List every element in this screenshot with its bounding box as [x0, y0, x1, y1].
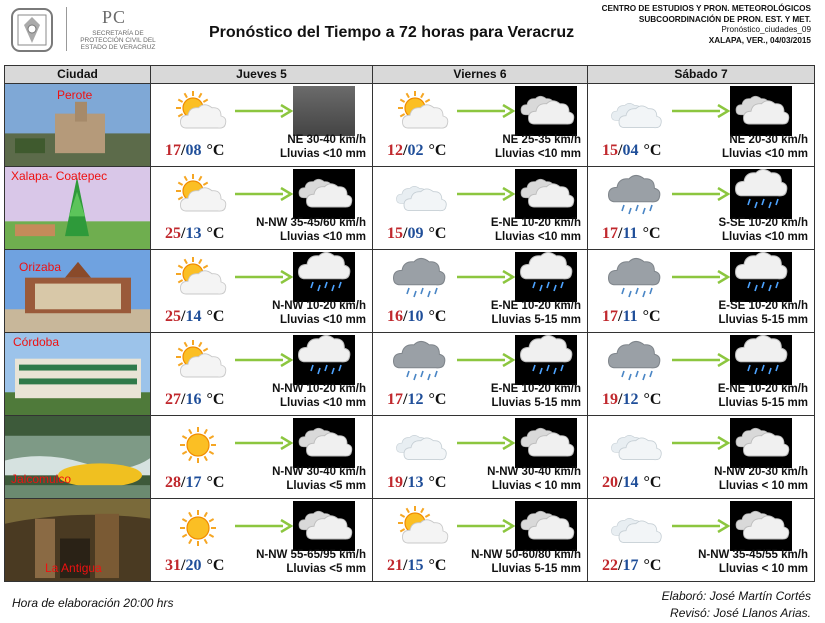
issuer-info — [602, 4, 811, 46]
state-seal-icon — [6, 7, 58, 53]
temperature: 21/15 °C — [387, 557, 447, 574]
sunny-icon — [169, 422, 227, 468]
min-temp: 12 — [622, 391, 639, 408]
col-day1: Jueves 5 — [151, 66, 373, 83]
city-cell — [5, 333, 151, 415]
temp-unit: °C — [643, 142, 662, 159]
min-temp: 11 — [622, 308, 638, 325]
col-day3: Sábado 7 — [674, 67, 728, 81]
forecast-cell — [588, 167, 814, 249]
credits — [662, 588, 811, 622]
wind: NE 20-30 km/h — [729, 134, 808, 146]
rainfall: Lluvias 5-15 mm — [491, 397, 581, 409]
rain-icon — [515, 335, 577, 385]
rainfall: Lluvias <10 mm — [280, 148, 366, 160]
forecast-cell — [373, 333, 588, 415]
forecast-cell — [151, 84, 373, 166]
min-temp: 09 — [407, 225, 424, 242]
rain-icon — [730, 335, 792, 385]
partly-cloudy-icon — [391, 505, 449, 551]
cloudy-icon — [606, 90, 664, 136]
temp-unit: °C — [643, 557, 662, 574]
city-cell — [5, 250, 151, 332]
max-temp: 17 — [165, 142, 181, 159]
rainfall: Lluvias <10 mm — [280, 397, 366, 409]
arrow-right-icon — [455, 270, 515, 284]
arrow-right-icon — [233, 436, 293, 450]
min-temp: 02 — [407, 142, 424, 159]
city-cell — [5, 499, 151, 581]
min-temp: 08 — [185, 142, 202, 159]
arrow-right-icon — [233, 353, 293, 367]
issuer-line2: SUBCOORDINACIÓN DE PRON. EST. Y MET. — [638, 14, 811, 24]
table-row — [4, 416, 815, 499]
temperature: 25/13 °C — [165, 225, 225, 242]
cloudy-icon — [515, 501, 577, 551]
temperature: 22/17 °C — [602, 557, 662, 574]
wind: N-NW 35-45/55 km/h — [698, 549, 808, 561]
city-name: Córdoba — [13, 335, 60, 349]
city-name: Perote — [57, 88, 93, 102]
temperature: 17/08 °C — [165, 142, 225, 159]
col-day2: Viernes 6 — [373, 66, 588, 83]
forecast-cell — [373, 499, 588, 581]
temperature: 15/09 °C — [387, 225, 447, 242]
min-temp: 14 — [185, 308, 202, 325]
cloudy-icon — [515, 169, 577, 219]
rain-icon — [293, 335, 355, 385]
temperature: 17/11 °C — [602, 308, 661, 325]
arrow-right-icon — [455, 187, 515, 201]
arrow-right-icon — [670, 519, 730, 533]
rainfall: Lluvias <10 mm — [495, 148, 581, 160]
temp-unit: °C — [428, 557, 447, 574]
wind: NE 25-35 km/h — [502, 134, 581, 146]
wind: N-NW 10-20 km/h — [272, 383, 366, 395]
wind: NE 30-40 km/h — [287, 134, 366, 146]
forecast-cell — [373, 167, 588, 249]
arrow-right-icon — [670, 270, 730, 284]
min-temp: 16 — [185, 391, 202, 408]
forecast-cell — [588, 333, 814, 415]
max-temp: 25 — [165, 225, 181, 242]
temp-unit: °C — [206, 557, 225, 574]
arrow-right-icon — [670, 353, 730, 367]
temp-unit: °C — [206, 391, 225, 408]
cloudy-icon — [293, 501, 355, 551]
cloudy-icon — [391, 173, 449, 219]
arrow-right-icon — [455, 436, 515, 450]
min-temp: 13 — [185, 225, 202, 242]
max-temp: 28 — [165, 474, 181, 491]
city-name: Xalapa- Coatepec — [11, 169, 108, 183]
partly-cloudy-icon — [169, 339, 227, 385]
arrow-right-icon — [233, 104, 293, 118]
max-temp: 15 — [387, 225, 403, 242]
max-temp: 17 — [602, 225, 618, 242]
city-cell — [5, 84, 151, 166]
max-temp: 17 — [602, 308, 618, 325]
cloudy-icon — [730, 418, 792, 468]
city-name: La Antigua — [45, 561, 102, 575]
max-temp: 19 — [387, 474, 403, 491]
rainfall: Lluvias 5-15 mm — [718, 314, 808, 326]
wind: N-NW 55-65/95 km/h — [256, 549, 366, 561]
max-temp: 15 — [602, 142, 618, 159]
cloudy-icon — [293, 169, 355, 219]
arrow-right-icon — [233, 187, 293, 201]
wind: E-NE 10-20 km/h — [490, 217, 581, 229]
wind: N-NW 10-20 km/h — [272, 300, 366, 312]
temperature: 31/20 °C — [165, 557, 225, 574]
forecast-cell — [151, 416, 373, 498]
rainfall: Lluvias <10 mm — [495, 231, 581, 243]
logo-text: PC — [102, 7, 127, 27]
rainfall: Lluvias <10 mm — [280, 314, 366, 326]
cloudy-icon — [606, 505, 664, 551]
table-row — [4, 333, 815, 416]
rainfall: Lluvias <10 mm — [722, 148, 808, 160]
min-temp: 17 — [185, 474, 202, 491]
rainfall: Lluvias < 10 mm — [718, 480, 808, 492]
max-temp: 27 — [165, 391, 181, 408]
logo-divider — [66, 7, 67, 51]
temp-unit: °C — [206, 308, 225, 325]
partly-cloudy-icon — [169, 90, 227, 136]
rain-icon — [606, 173, 664, 219]
cloudy-icon — [606, 422, 664, 468]
protection-civil-logo — [4, 3, 164, 55]
forecast-cell — [373, 84, 588, 166]
wind: E-SE 10-20 km/h — [718, 300, 808, 312]
reviewed-by: Revisó: José Llanos Arias. — [670, 606, 811, 620]
temp-unit: °C — [206, 225, 225, 242]
max-temp: 17 — [387, 391, 403, 408]
max-temp: 16 — [387, 308, 403, 325]
wind: N-NW 30-40 km/h — [272, 466, 366, 478]
issuer-line1: CENTRO DE ESTUDIOS Y PRON. METEOROLÓGICOS — [601, 4, 811, 13]
arrow-right-icon — [455, 519, 515, 533]
rain-icon — [391, 339, 449, 385]
forecast-cell — [588, 84, 814, 166]
min-temp: 20 — [185, 557, 202, 574]
rainfall: Lluvias <10 mm — [280, 231, 366, 243]
arrow-right-icon — [670, 436, 730, 450]
cloudy-icon — [515, 418, 577, 468]
temperature: 17/12 °C — [387, 391, 447, 408]
rain-icon — [391, 256, 449, 302]
rainfall: Lluvias <5 mm — [286, 563, 366, 575]
page-title: Pronóstico del Tiempo a 72 horas para Veracruz — [209, 24, 575, 41]
made-by: Elaboró: José Martín Cortés — [661, 589, 811, 603]
temperature: 19/12 °C — [602, 391, 662, 408]
max-temp: 19 — [602, 391, 618, 408]
rain-icon — [730, 169, 792, 219]
partly-cloudy-icon — [391, 90, 449, 136]
cloudy-icon — [730, 86, 792, 136]
fog-icon — [293, 86, 355, 136]
temp-unit: °C — [643, 391, 662, 408]
temp-unit: °C — [642, 225, 661, 242]
temp-unit: °C — [428, 474, 447, 491]
temp-unit: °C — [428, 391, 447, 408]
temperature: 20/14 °C — [602, 474, 662, 491]
rain-icon — [606, 339, 664, 385]
table-row — [4, 250, 815, 333]
rainfall: Lluvias 5-15 mm — [491, 563, 581, 575]
rain-icon — [606, 256, 664, 302]
wind: S-SE 10-20 km/h — [718, 217, 808, 229]
arrow-right-icon — [455, 104, 515, 118]
forecast-cell — [373, 416, 588, 498]
forecast-cell — [151, 333, 373, 415]
rain-icon — [515, 252, 577, 302]
partly-cloudy-icon — [169, 173, 227, 219]
arrow-right-icon — [670, 187, 730, 201]
issue-date: XALAPA, VER., 04/03/2015 — [708, 35, 811, 45]
table-row — [4, 499, 815, 582]
arrow-right-icon — [233, 519, 293, 533]
temperature: 12/02 °C — [387, 142, 447, 159]
temp-unit: °C — [206, 474, 225, 491]
table-header — [4, 65, 815, 84]
forecast-cell — [151, 499, 373, 581]
max-temp: 22 — [602, 557, 618, 574]
temperature: 28/17 °C — [165, 474, 225, 491]
forecast-cell — [151, 167, 373, 249]
rainfall: Lluvias <5 mm — [286, 480, 366, 492]
col-city: Ciudad — [5, 66, 151, 83]
elaboration-time: Hora de elaboración 20:00 hrs — [12, 596, 174, 610]
cloudy-icon — [293, 418, 355, 468]
arrow-right-icon — [670, 104, 730, 118]
cloudy-icon — [515, 86, 577, 136]
temperature: 16/10 °C — [387, 308, 447, 325]
min-temp: 15 — [407, 557, 424, 574]
temperature: 19/13 °C — [387, 474, 447, 491]
max-temp: 12 — [387, 142, 403, 159]
rain-icon — [730, 252, 792, 302]
forecast-cell — [373, 250, 588, 332]
forecast-cell — [588, 499, 814, 581]
min-temp: 13 — [407, 474, 424, 491]
wind: E-NE 10-20 km/h — [490, 300, 581, 312]
forecast-cell — [588, 416, 814, 498]
cloudy-icon — [391, 422, 449, 468]
rainfall: Lluvias 5-15 mm — [718, 397, 808, 409]
wind: E-NE 10-20 km/h — [490, 383, 581, 395]
rain-icon — [293, 252, 355, 302]
temperature: 15/04 °C — [602, 142, 662, 159]
temp-unit: °C — [428, 142, 447, 159]
max-temp: 25 — [165, 308, 181, 325]
temp-unit: °C — [428, 225, 447, 242]
temp-unit: °C — [642, 308, 661, 325]
city-name: Orizaba — [19, 260, 62, 274]
cloudy-icon — [730, 501, 792, 551]
wind: N-NW 30-40 km/h — [487, 466, 581, 478]
city-cell — [5, 416, 151, 498]
min-temp: 10 — [407, 308, 424, 325]
sunny-icon — [169, 505, 227, 551]
min-temp: 14 — [622, 474, 639, 491]
min-temp: 17 — [622, 557, 639, 574]
table-row — [4, 167, 815, 250]
wind: E-NE 10-20 km/h — [717, 383, 808, 395]
rainfall: Lluvias 5-15 mm — [491, 314, 581, 326]
issuer-line3: Pronóstico_ciudades_09 — [721, 25, 811, 34]
temperature: 25/14 °C — [165, 308, 225, 325]
arrow-right-icon — [455, 353, 515, 367]
rainfall: Lluvias <10 mm — [722, 231, 808, 243]
max-temp: 20 — [602, 474, 618, 491]
max-temp: 21 — [387, 557, 403, 574]
rainfall: Lluvias < 10 mm — [718, 563, 808, 575]
city-name: Jalcomulco — [11, 472, 72, 486]
min-temp: 12 — [407, 391, 424, 408]
rainfall: Lluvias < 10 mm — [491, 480, 581, 492]
max-temp: 31 — [165, 557, 181, 574]
wind: N-NW 20-30 km/h — [714, 466, 808, 478]
arrow-right-icon — [233, 270, 293, 284]
temp-unit: °C — [206, 142, 225, 159]
wind: N-NW 50-60/80 km/h — [471, 549, 581, 561]
logo-org: SECRETARÍA DE PROTECCIÓN CIVIL DEL ESTADO DE VERACRUZ — [80, 30, 156, 51]
min-temp: 04 — [622, 142, 639, 159]
partly-cloudy-icon — [169, 256, 227, 302]
forecast-cell — [588, 250, 814, 332]
temp-unit: °C — [428, 308, 447, 325]
wind: N-NW 35-45/60 km/h — [256, 217, 366, 229]
city-cell — [5, 167, 151, 249]
temperature: 27/16 °C — [165, 391, 225, 408]
forecast-cell — [151, 250, 373, 332]
temp-unit: °C — [643, 474, 662, 491]
min-temp: 11 — [622, 225, 638, 242]
table-row — [4, 84, 815, 167]
temperature: 17/11 °C — [602, 225, 661, 242]
